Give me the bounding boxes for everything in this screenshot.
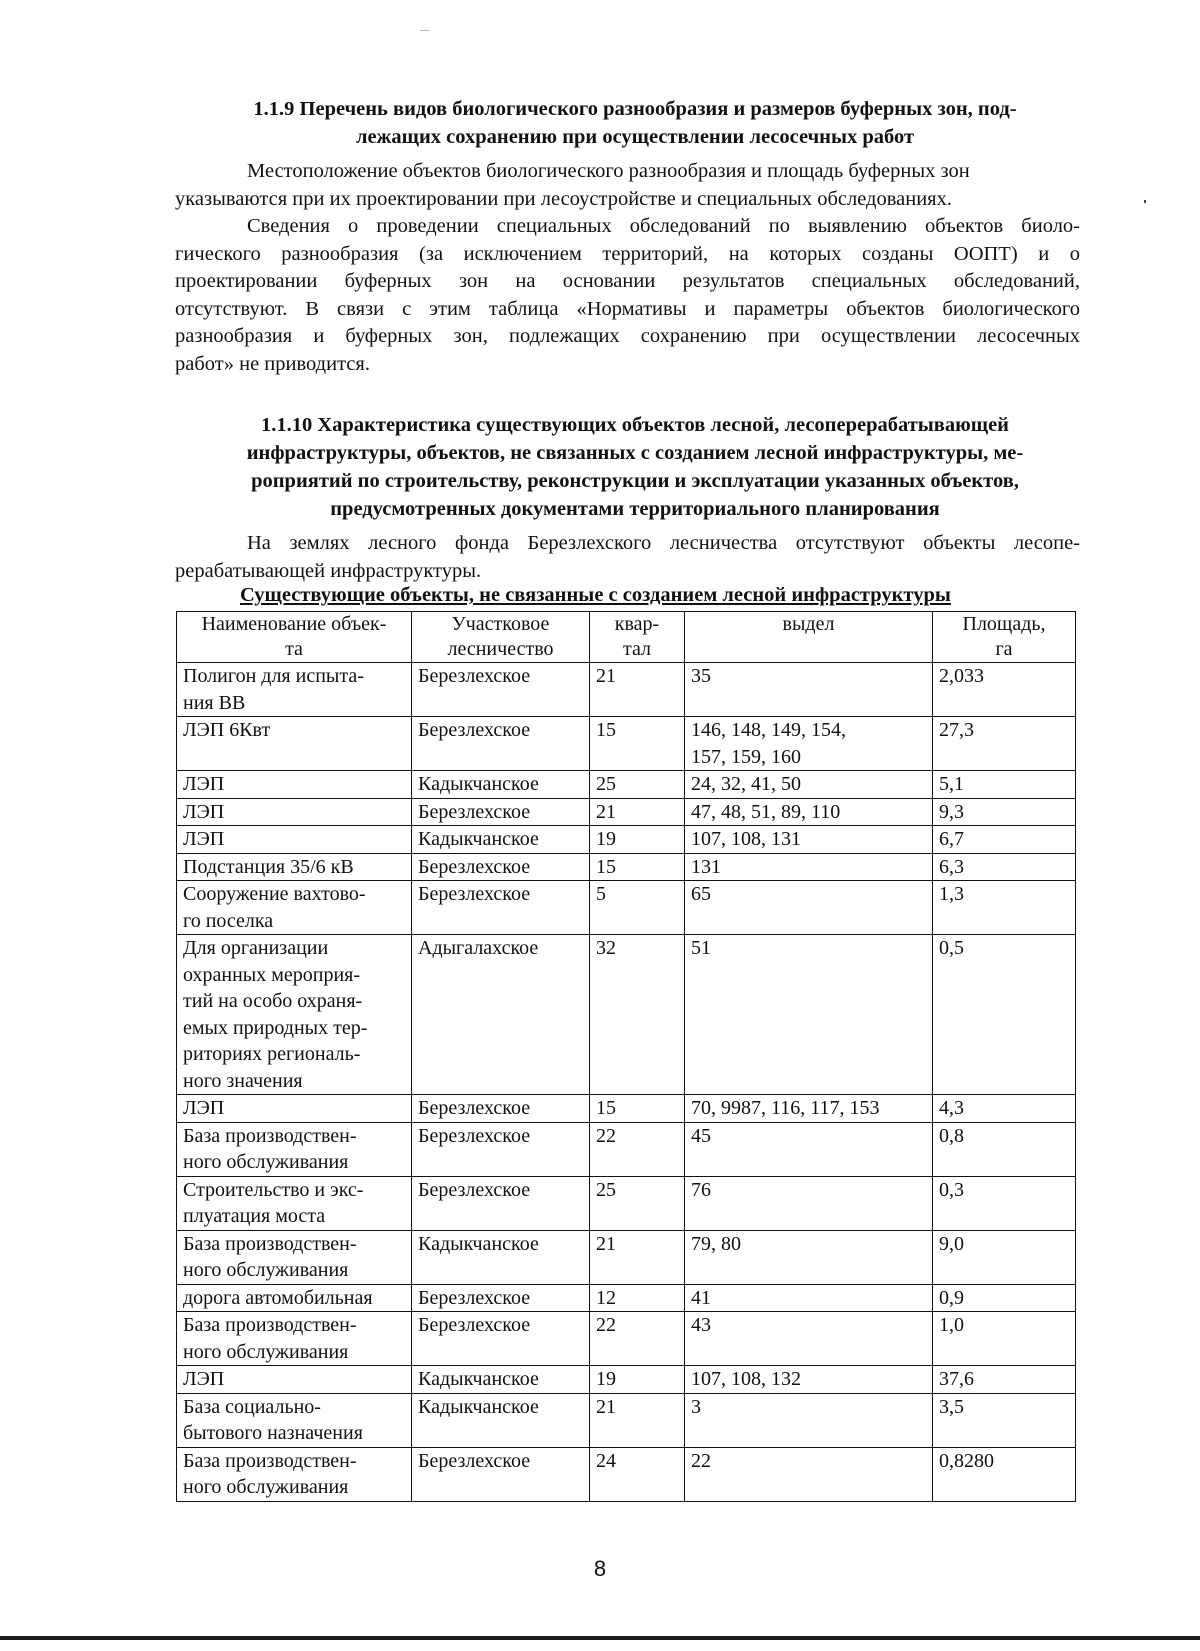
cell-plot [685, 1230, 933, 1284]
cell-forestry: Кадыкчанское [412, 1393, 590, 1447]
cell-line: плуатация моста [183, 1205, 326, 1227]
paragraph-line: На землях лесного фонда Березлехского лесничества отсутствуют объекты лесопе- [247, 532, 1080, 554]
bottom-rule [0, 1636, 1200, 1640]
cell-line: ЛЭП 6Квт [183, 719, 271, 741]
header-line: тал [622, 638, 652, 660]
cell-quarter: 15 [590, 1095, 685, 1123]
table-row [177, 1366, 1076, 1394]
cell-forestry: Кадыкчанское [412, 1230, 590, 1284]
cell-plot [685, 1393, 933, 1447]
cell-forestry: Кадыкчанское [412, 771, 590, 799]
table-body [177, 663, 1076, 1502]
cell-forestry: Березлехское [412, 853, 590, 881]
paragraph-biodiversity-location [175, 158, 1080, 213]
cell-quarter: 19 [590, 826, 685, 854]
table-title: Существующие объекты, не связанные с созданием лесной инфраструктуры [240, 584, 951, 606]
cell-line: 65 [691, 883, 711, 905]
cell-forestry: Березлехское [412, 798, 590, 826]
cell-object-name [177, 1230, 412, 1284]
cell-line: 22 [691, 1449, 711, 1472]
heading-line: предусмотренных документами территориального планирования [330, 498, 940, 520]
cell-line: ЛЭП [183, 828, 225, 850]
header-line: та [285, 638, 303, 660]
cell-object-name [177, 1284, 412, 1312]
cell-line: База производствен- [183, 1232, 357, 1255]
cell-line: Полигон для испыта- [183, 665, 364, 687]
table-row [177, 717, 1076, 771]
cell-area: 37,6 [933, 1366, 1076, 1394]
cell-line: 157, 159, 160 [691, 745, 801, 768]
cell-quarter: 32 [590, 935, 685, 1095]
cell-area: 5,1 [933, 771, 1076, 799]
cell-plot [685, 1284, 933, 1312]
cell-quarter: 19 [590, 1366, 685, 1394]
cell-line: Строительство и экс- [183, 1178, 364, 1201]
cell-quarter: 5 [590, 881, 685, 935]
cell-object-name [177, 826, 412, 854]
cell-forestry: Березлехское [412, 1312, 590, 1366]
cell-plot [685, 826, 933, 854]
cell-plot [685, 1095, 933, 1123]
cell-object-name [177, 771, 412, 799]
cell-line: База социально- [183, 1395, 321, 1418]
cell-line: 47, 48, 51, 89, 110 [691, 800, 841, 823]
header-line: Участковое [451, 613, 550, 635]
cell-line: ЛЭП [183, 1097, 225, 1119]
cell-object-name [177, 1176, 412, 1230]
cell-line: ного обслуживания [183, 1340, 349, 1363]
cell-area: 1,0 [933, 1312, 1076, 1366]
section-heading-1-1-10 [170, 411, 1100, 523]
page-number: 8 [593, 1556, 607, 1581]
cell-plot [685, 717, 933, 771]
cell-line: 3 [691, 1395, 701, 1418]
table-row [177, 1284, 1076, 1312]
paragraph-line: отсутствуют. В связи с этим таблица «Нормативы и параметры объектов биологического [175, 297, 1080, 320]
cell-forestry: Березлехское [412, 663, 590, 717]
cell-line: 107, 108, 132 [691, 1368, 801, 1390]
table-row [177, 935, 1076, 1095]
cell-object-name [177, 1366, 412, 1394]
cell-line: 24, 32, 41, 50 [691, 773, 801, 795]
table-row [177, 1176, 1076, 1230]
column-header-name [177, 612, 412, 663]
cell-object-name [177, 717, 412, 771]
cell-plot [685, 881, 933, 935]
cell-quarter: 21 [590, 1393, 685, 1447]
cell-line: 43 [691, 1314, 711, 1336]
cell-line: 41 [691, 1286, 711, 1309]
header-line: выдел [782, 613, 835, 635]
cell-area: 6,7 [933, 826, 1076, 854]
cell-plot [685, 1176, 933, 1230]
cell-quarter: 21 [590, 1230, 685, 1284]
table-row [177, 663, 1076, 717]
cell-area: 3,5 [933, 1393, 1076, 1447]
cell-object-name [177, 1095, 412, 1123]
cell-forestry: Адыгалахское [412, 935, 590, 1095]
cell-plot [685, 1447, 933, 1501]
column-header-plot [685, 612, 933, 663]
cell-object-name [177, 1312, 412, 1366]
paragraph-line: рерабатывающей инфраструктуры. [175, 559, 482, 582]
column-header-quarter [590, 612, 685, 663]
cell-object-name [177, 798, 412, 826]
cell-line: Сооружение вахтово- [183, 883, 366, 905]
heading-line: инфраструктуры, объектов, не связанных с созданием лесной инфраструктуры, ме- [246, 442, 1024, 464]
cell-line: го поселка [183, 909, 274, 932]
cell-quarter: 25 [590, 1176, 685, 1230]
table-row [177, 1122, 1076, 1176]
cell-object-name [177, 663, 412, 717]
table-row [177, 1312, 1076, 1366]
heading-line: лежащих сохранению при осуществлении лесосечных работ [355, 126, 915, 148]
heading-line: 1.1.9 Перечень видов биологического разнообразия и размеров буферных зон, под- [253, 98, 1017, 120]
cell-area: 0,8280 [933, 1447, 1076, 1501]
table-row [177, 1393, 1076, 1447]
cell-line: 79, 80 [691, 1232, 741, 1255]
cell-line: дорога автомобильная [183, 1286, 373, 1309]
cell-plot [685, 1366, 933, 1394]
cell-area: 0,8 [933, 1122, 1076, 1176]
table-row [177, 771, 1076, 799]
cell-line: ного значения [183, 1069, 303, 1092]
cell-quarter: 24 [590, 1447, 685, 1501]
cell-area: 9,3 [933, 798, 1076, 826]
paragraph-line: Сведения о проведении специальных обследований по выявлению объектов биоло- [247, 215, 1080, 237]
cell-area: 6,3 [933, 853, 1076, 881]
cell-area: 2,033 [933, 663, 1076, 717]
cell-area: 27,3 [933, 717, 1076, 771]
cell-line: База производствен- [183, 1124, 357, 1147]
table-row [177, 881, 1076, 935]
column-header-forestry [412, 612, 590, 663]
cell-object-name [177, 1447, 412, 1501]
paragraph-line: Местоположение объектов биологического разнообразия и площадь буферных зон [247, 160, 970, 182]
cell-line: База производствен- [183, 1449, 357, 1472]
cell-quarter: 21 [590, 663, 685, 717]
cell-forestry: Кадыкчанское [412, 1366, 590, 1394]
heading-line: 1.1.10 Характеристика существующих объектов лесной, лесоперерабатывающей [261, 414, 1009, 436]
table-row [177, 798, 1076, 826]
cell-line: 45 [691, 1124, 711, 1147]
cell-forestry: Березлехское [412, 1284, 590, 1312]
paragraph-line: указываются при их проектировании при лесоустройстве и специальных обследованиях. [175, 187, 952, 210]
cell-line: ния ВВ [183, 691, 246, 714]
cell-line: 131 [691, 855, 721, 878]
cell-line: ЛЭП [183, 1368, 225, 1390]
cell-area: 9,0 [933, 1230, 1076, 1284]
cell-forestry: Березлехское [412, 1122, 590, 1176]
scan-artifact [420, 30, 430, 31]
cell-object-name [177, 881, 412, 935]
cell-quarter: 22 [590, 1122, 685, 1176]
header-line: Площадь, [962, 613, 1046, 635]
cell-line: ЛЭП [183, 773, 225, 795]
header-line: лесничество [447, 638, 554, 660]
cell-object-name [177, 853, 412, 881]
cell-quarter: 15 [590, 853, 685, 881]
paragraph-line: разнообразия и буферных зон, подлежащих сохранению при осуществлении лесосечных [175, 325, 1080, 347]
cell-line: охранных мероприя- [183, 963, 361, 986]
table-row [177, 853, 1076, 881]
cell-forestry: Березлехское [412, 717, 590, 771]
cell-line: бытового назначения [183, 1422, 363, 1444]
cell-line: 146, 148, 149, 154, [691, 719, 846, 741]
header-line: Наименование объек- [201, 613, 387, 635]
cell-line: 51 [691, 937, 711, 959]
cell-quarter: 12 [590, 1284, 685, 1312]
cell-area: 0,3 [933, 1176, 1076, 1230]
cell-line: ного обслуживания [183, 1476, 349, 1498]
cell-quarter: 15 [590, 717, 685, 771]
column-header-area [933, 612, 1076, 663]
cell-object-name [177, 1393, 412, 1447]
cell-quarter: 22 [590, 1312, 685, 1366]
cell-line: Подстанция 35/6 кВ [183, 855, 354, 878]
paragraph-line: работ» не приводится. [175, 352, 370, 375]
cell-line: 35 [691, 665, 711, 687]
table-header-row [177, 612, 1076, 663]
cell-plot [685, 1312, 933, 1366]
heading-line: роприятий по строительству, реконструкции и эксплуатации указанных объектов, [251, 470, 1019, 492]
cell-area: 4,3 [933, 1095, 1076, 1123]
cell-plot [685, 771, 933, 799]
table-row [177, 1447, 1076, 1501]
paragraph-line: проектировании буферных зон на основании результатов специальных обследований, [175, 270, 1080, 292]
cell-plot [685, 798, 933, 826]
header-line: га [995, 638, 1013, 660]
cell-line: 76 [691, 1178, 711, 1201]
cell-plot [685, 1122, 933, 1176]
cell-area: 0,9 [933, 1284, 1076, 1312]
cell-quarter: 25 [590, 771, 685, 799]
cell-area: 1,3 [933, 881, 1076, 935]
table-row [177, 826, 1076, 854]
cell-plot [685, 935, 933, 1095]
cell-line: ЛЭП [183, 800, 225, 823]
paragraph-processing-infrastructure [175, 530, 1080, 585]
paragraph-surveys [175, 213, 1080, 378]
cell-quarter: 21 [590, 798, 685, 826]
objects-table [176, 611, 1076, 1502]
cell-line: ного обслуживания [183, 1151, 349, 1173]
paragraph-line: гического разнообразия (за исключением территорий, на которых созданы ООПТ) и о [175, 242, 1080, 265]
cell-forestry: Березлехское [412, 1176, 590, 1230]
cell-forestry: Березлехское [412, 1447, 590, 1501]
cell-plot [685, 663, 933, 717]
cell-line: тий на особо охраня- [183, 990, 363, 1012]
header-line: квар- [614, 613, 660, 635]
cell-forestry: Кадыкчанское [412, 826, 590, 854]
section-heading-1-1-9 [170, 95, 1100, 151]
cell-line: Для организации [183, 937, 329, 959]
cell-line: 107, 108, 131 [691, 828, 801, 850]
table-row [177, 1095, 1076, 1123]
cell-object-name [177, 935, 412, 1095]
cell-line: База производствен- [183, 1314, 357, 1336]
cell-forestry: Березлехское [412, 881, 590, 935]
table-row [177, 1230, 1076, 1284]
cell-line: риториях региональ- [183, 1043, 361, 1065]
cell-forestry: Березлехское [412, 1095, 590, 1123]
cell-line: емых природных тер- [183, 1016, 368, 1039]
cell-line: ного обслуживания [183, 1259, 349, 1281]
cell-line: 70, 9987, 116, 117, 153 [691, 1097, 880, 1119]
scan-artifact-dot [1144, 200, 1146, 203]
cell-plot [685, 853, 933, 881]
cell-object-name [177, 1122, 412, 1176]
cell-area: 0,5 [933, 935, 1076, 1095]
